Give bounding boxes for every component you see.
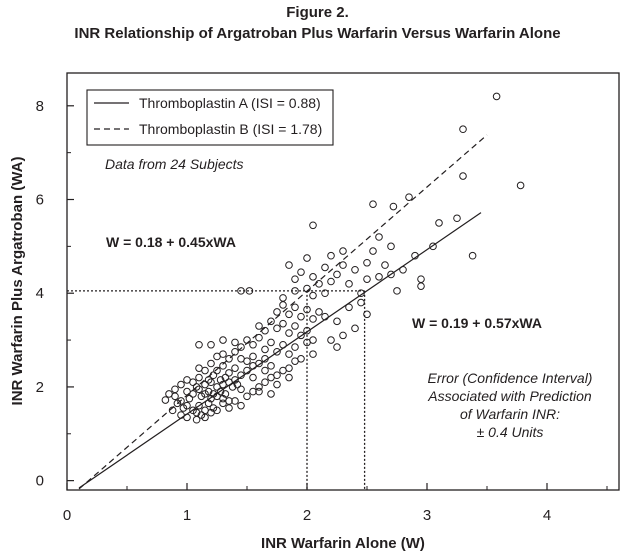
data-point	[406, 194, 413, 201]
data-point	[286, 262, 293, 269]
error-note-line-2: Associated with Prediction	[428, 388, 592, 404]
data-point	[256, 334, 263, 341]
data-point	[262, 379, 269, 386]
data-point	[202, 367, 209, 374]
data-point	[238, 402, 245, 409]
data-point	[340, 248, 347, 255]
fit-line-dashed	[79, 135, 487, 489]
data-point	[250, 374, 257, 381]
data-point	[334, 344, 341, 351]
data-point	[268, 318, 275, 325]
data-point	[352, 266, 359, 273]
data-point	[166, 391, 173, 398]
data-point	[172, 386, 179, 393]
data-point	[310, 222, 317, 229]
data-point	[286, 374, 293, 381]
data-point	[256, 323, 263, 330]
x-tick-label: 2	[302, 507, 312, 524]
equation-b: W = 0.18 + 0.45xWA	[106, 234, 236, 250]
data-point	[286, 311, 293, 318]
data-point	[268, 391, 275, 398]
data-point	[286, 365, 293, 372]
data-point	[436, 220, 443, 227]
legend-label-b: Thromboplastin B (ISI = 1.78)	[139, 121, 323, 137]
data-point	[210, 372, 217, 379]
data-point	[358, 299, 365, 306]
data-point	[430, 243, 437, 250]
data-point	[292, 323, 299, 330]
y-tick-label: 6	[35, 191, 44, 209]
y-tick-label: 8	[35, 97, 44, 115]
data-point	[304, 255, 311, 262]
data-point	[292, 358, 299, 365]
data-point	[390, 203, 397, 210]
legend-label-a: Thromboplastin A (ISI = 0.88)	[139, 95, 321, 111]
data-point	[262, 367, 269, 374]
data-point	[418, 276, 425, 283]
data-point	[250, 353, 257, 360]
figure-label: Figure 2.	[286, 4, 349, 21]
data-point	[250, 341, 257, 348]
data-point	[244, 337, 251, 344]
data-point	[162, 397, 169, 404]
data-point	[232, 348, 239, 355]
data-point	[238, 344, 245, 351]
data-point	[328, 252, 335, 259]
data-point	[340, 332, 347, 339]
data-point	[190, 379, 197, 386]
data-point	[268, 339, 275, 346]
data-point	[322, 264, 329, 271]
data-point	[364, 276, 371, 283]
data-point	[310, 351, 317, 358]
data-point	[186, 395, 193, 402]
data-point	[370, 201, 377, 208]
y-tick-labels	[36, 98, 44, 490]
figure-title: INR Relationship of Argatroban Plus Warfarin Versus Warfarin Alone	[74, 25, 561, 42]
data-point	[334, 318, 341, 325]
data-point	[370, 248, 377, 255]
error-note-line-4: ± 0.4 Units	[476, 424, 544, 440]
x-tick-label: 1	[182, 507, 192, 524]
data-point	[298, 313, 305, 320]
data-point	[220, 351, 227, 358]
data-point	[298, 269, 305, 276]
data-point	[280, 302, 287, 309]
data-point	[226, 405, 233, 412]
data-point	[178, 381, 185, 388]
data-point	[334, 271, 341, 278]
data-point	[460, 126, 467, 133]
data-point	[190, 391, 197, 398]
data-point	[364, 311, 371, 318]
data-point	[316, 281, 323, 288]
data-point	[469, 252, 476, 259]
data-point	[310, 292, 317, 299]
data-point	[232, 339, 239, 346]
x-tick-labels	[63, 507, 551, 524]
y-axis-title: INR Warfarin Plus Argatroban (WA)	[9, 156, 26, 406]
data-point	[208, 360, 215, 367]
data-point	[340, 262, 347, 269]
data-point	[418, 283, 425, 290]
x-tick-label: 4	[542, 507, 552, 524]
data-point	[208, 341, 215, 348]
data-point	[286, 330, 293, 337]
legend	[87, 90, 333, 145]
data-point	[460, 173, 467, 180]
data-point	[280, 320, 287, 327]
data-point	[346, 304, 353, 311]
x-tick-label: 3	[422, 507, 432, 524]
data-point	[454, 215, 461, 222]
data-point	[394, 288, 401, 295]
data-point	[232, 365, 239, 372]
data-point	[517, 182, 524, 189]
data-point	[376, 234, 383, 241]
data-point	[184, 414, 191, 421]
data-point	[274, 309, 281, 316]
data-point	[382, 262, 389, 269]
data-point	[310, 316, 317, 323]
data-point	[376, 274, 383, 281]
data-point	[196, 374, 203, 381]
data-point	[286, 351, 293, 358]
data-point	[274, 372, 281, 379]
data-point	[493, 93, 500, 100]
error-note	[427, 370, 592, 440]
data-point	[346, 281, 353, 288]
data-point	[244, 393, 251, 400]
data-point	[310, 274, 317, 281]
data-point	[292, 276, 299, 283]
error-note-line-1: Error (Confidence Interval)	[427, 370, 593, 386]
data-point	[328, 278, 335, 285]
data-point	[220, 400, 227, 407]
data-point	[316, 309, 323, 316]
data-point	[193, 416, 200, 423]
x-tick-label: 0	[62, 507, 72, 524]
data-point	[262, 346, 269, 353]
data-point	[292, 304, 299, 311]
data-point	[352, 325, 359, 332]
data-point	[262, 327, 269, 334]
data-point	[268, 363, 275, 370]
equation-a: W = 0.19 + 0.57xWA	[412, 315, 542, 331]
data-point	[322, 290, 329, 297]
data-point	[274, 381, 281, 388]
data-point	[400, 266, 407, 273]
data-point	[226, 370, 233, 377]
data-point	[328, 337, 335, 344]
y-tick-label: 2	[35, 378, 44, 396]
data-point	[364, 259, 371, 266]
data-note: Data from 24 Subjects	[105, 156, 244, 172]
data-point	[196, 341, 203, 348]
data-point	[274, 325, 281, 332]
fit-lines	[79, 135, 487, 489]
data-point	[220, 337, 227, 344]
x-axis-title: INR Warfarin Alone (W)	[261, 535, 425, 552]
data-point	[244, 358, 251, 365]
data-point	[238, 386, 245, 393]
data-point	[280, 295, 287, 302]
error-note-line-3: of Warfarin INR:	[459, 406, 561, 422]
data-point	[226, 356, 233, 363]
data-point	[292, 344, 299, 351]
y-tick-label: 0	[35, 472, 44, 490]
data-point	[388, 243, 395, 250]
y-tick-label: 4	[35, 285, 44, 303]
data-point	[280, 341, 287, 348]
